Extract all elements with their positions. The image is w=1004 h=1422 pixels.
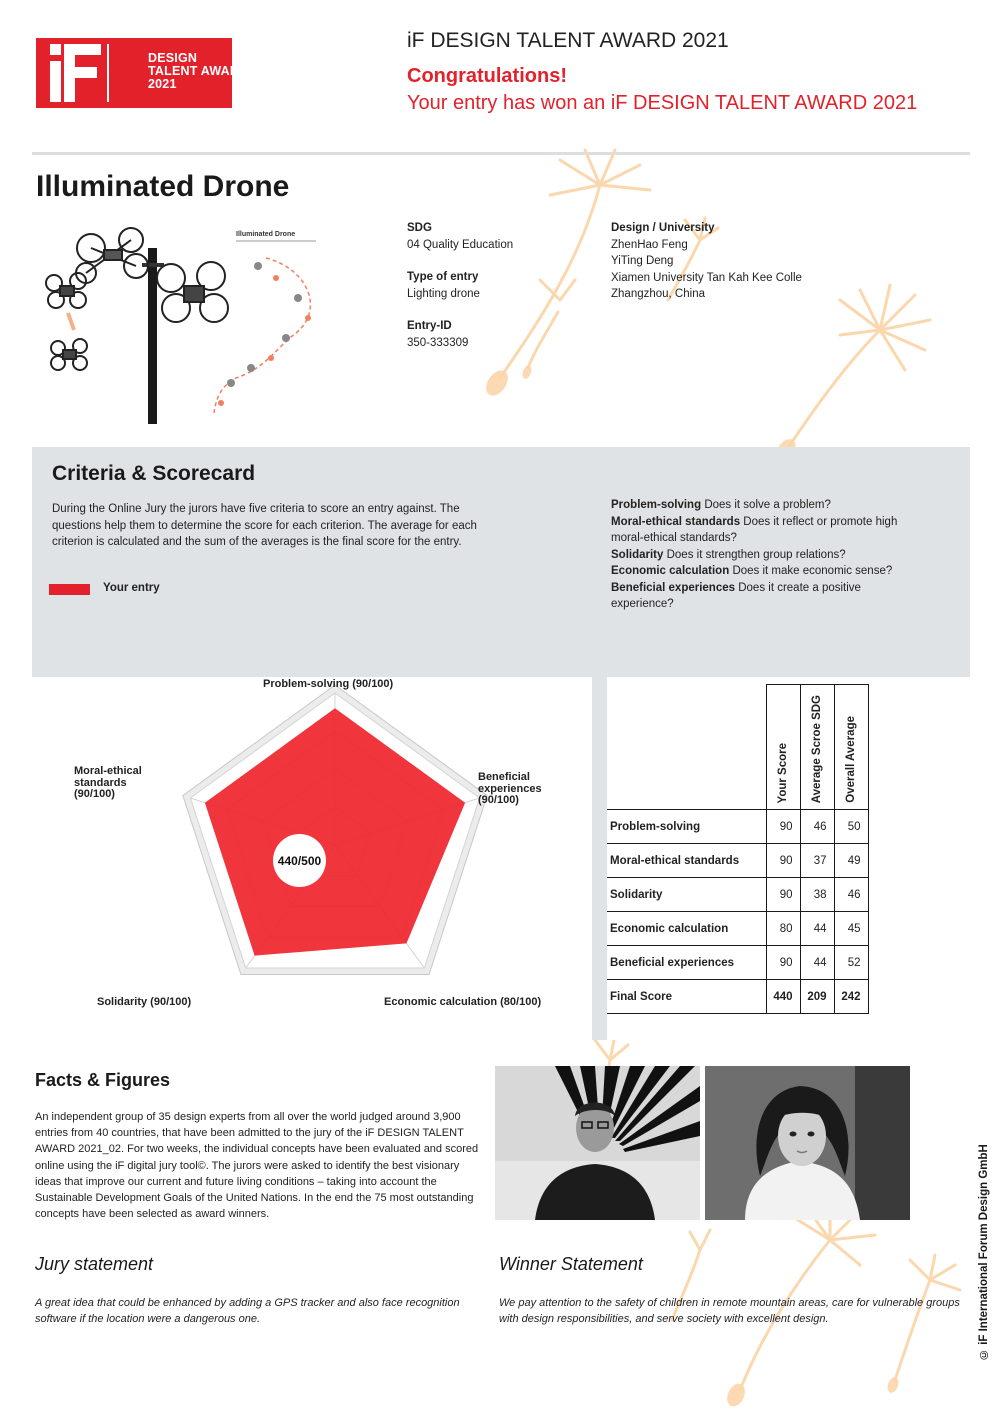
sdg-value: 04 Quality Education [407,238,514,251]
table-row: Solidarity 90 38 46 [607,878,868,912]
designer-photo-2 [705,1066,910,1220]
designer-photo-1 [495,1066,700,1220]
column-header: Overall Average [834,685,868,810]
axis-label-problem-solving: Problem-solving (90/100) [263,678,394,690]
score-table-panel [607,677,970,1040]
logo-text: DESIGN TALENT AWARD 2021 [148,51,249,91]
table-row: Moral-ethical standards 90 37 49 [607,844,868,878]
winner-statement-text: We pay attention to the safety of children in remote mountain areas, care for vulnerable groups with design responsibilities, and serve society with excellent design. [499,1297,960,1326]
entry-id-label: Entry-ID [407,320,452,332]
jury-statement-text: A great idea that could be enhanced by adding a GPS tracker and also face recognition software if the location were a dangerous one. [35,1297,460,1326]
jury-statement-title: Jury statement [35,1254,154,1274]
total-score-badge: 440/500 [273,834,326,887]
criterion-definition: Beneficial experiences Does it create a positive experience? [611,581,861,610]
if-logo [36,38,249,108]
designer-line: YiTing Deng [611,255,674,267]
criteria-definitions [611,497,911,613]
axis-label-beneficial-experiences: Beneficial experiences (90/100) [478,771,542,806]
column-header: Average Scroe SDG [800,685,834,810]
copyright-notice: © iF International Forum Design GmbH [978,1144,990,1360]
table-header-row [607,685,868,810]
table-row: Economic calculation 80 44 45 [607,912,868,946]
legend-label: Your entry [103,582,160,594]
congratulations-text: Congratulations! [407,65,567,87]
designer-info [611,220,861,303]
award-won-text: Your entry has won an iF DESIGN TALENT AWARD 2021 [407,92,918,114]
entry-title: Illuminated Drone [36,170,290,203]
legend-swatch [49,584,90,595]
criterion-definition: Solidarity Does it strengthen group relations? [611,548,846,561]
axis-label-solidarity: Solidarity (90/100) [97,996,192,1008]
designer-line: ZhenHao Feng [611,238,688,251]
criterion-definition: Problem-solving Does it solve a problem? [611,499,831,511]
criterion-definition: Moral-ethical standards Does it reflect or promote high moral-ethical standards? [611,515,898,544]
facts-title: Facts & Figures [35,1070,171,1090]
type-value: Lighting drone [407,287,480,300]
header-divider [32,152,970,155]
criteria-title: Criteria & Scorecard [52,462,256,485]
product-image [36,218,336,424]
sdg-label: SDG [407,222,432,234]
winner-statement-title: Winner Statement [499,1254,643,1274]
entry-id-value: 350-333309 [407,336,469,349]
entry-info [407,220,597,351]
table-row: Beneficial experiences 90 44 52 [607,946,868,980]
type-label: Type of entry [407,271,479,283]
criteria-description: During the Online Jury the jurors have five criteria to score an entry against. The questions help them to determine the score for each criterion. The average for each criterion is calculated and the sum of the averages is the final score for the entry. [52,503,477,548]
column-header: Your Score [766,685,800,810]
design-label: Design / University [611,222,715,234]
award-title: iF DESIGN TALENT AWARD 2021 [407,29,729,52]
criteria-section [32,447,970,1040]
if-logo-mark-icon [48,38,118,108]
criterion-definition: Economic calculation Does it make economic sense? [611,565,893,577]
score-table [607,684,869,1014]
axis-label-economic-calculation: Economic calculation (80/100) [384,996,542,1008]
axis-label-moral-ethical: Moral-ethical standards (90/100) [74,765,142,800]
designer-line: Xiamen University Tan Kah Kee Colle [611,271,802,284]
final-score-row: Final Score 440 209 242 [607,980,868,1014]
table-row: Problem-solving 90 46 50 [607,810,868,844]
facts-text: An independent group of 35 design experts from all over the world judged around 3,900 entries from 40 countries, that have been admitted to the jury of the iF DESIGN TALENT AWARD 2021_02. For two weeks, the individual concepts have been evaluated and scored online using the iF digital jury tool©. The jurors were asked to identify the best visionary ideas that improve our current and future living conditions – taking into account the Sustainable Development Goals of the United Nations. In the end the 75 most outstanding concepts have been selected as award winners. [35,1111,479,1221]
svg-text:Illuminated Drone: Illuminated Drone [236,231,296,238]
designer-line: Zhangzhou, China [611,288,705,300]
